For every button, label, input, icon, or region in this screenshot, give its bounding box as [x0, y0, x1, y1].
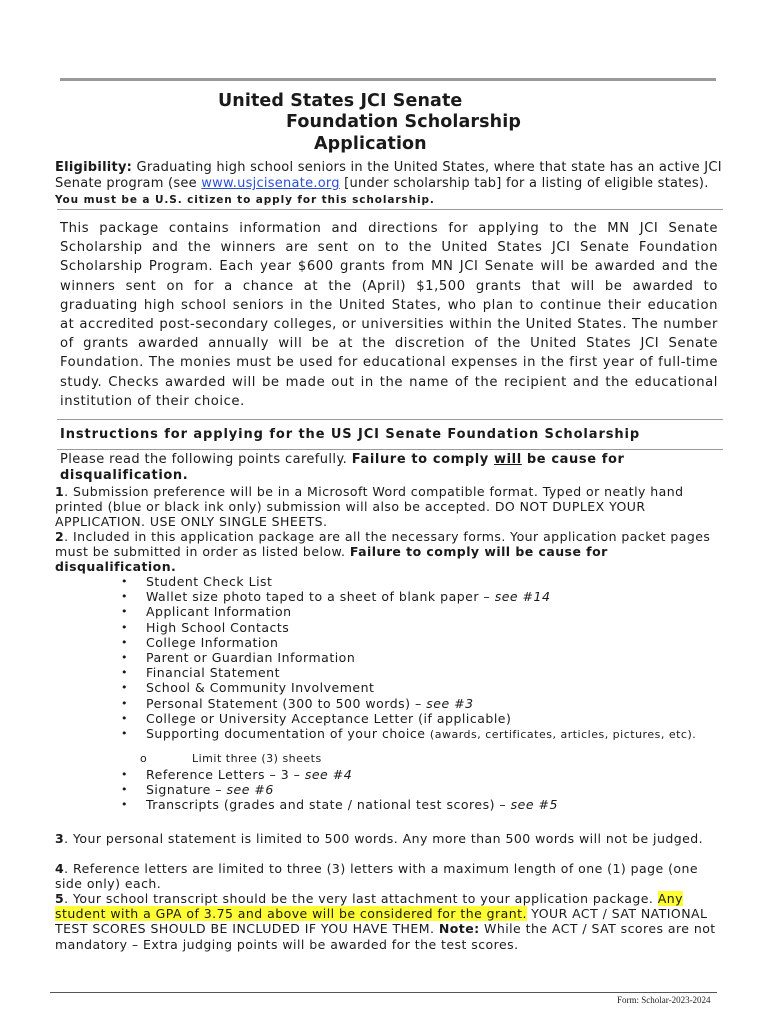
list-item: • Supporting documentation of your choice (awards, certificates, articles, pictures, etc).	[121, 726, 697, 742]
point-1	[55, 484, 725, 530]
point-2-text: . Included in this application package are all the necessary forms. Your application packet pages must be submitted in order as listed below.	[55, 529, 711, 560]
list-item: • School & Community Involvement	[121, 680, 375, 696]
eligibility-paragraph	[55, 160, 730, 208]
list-item: • Parent or Guardian Information	[121, 650, 356, 666]
package-description: This package contains information and directions for applying to the MN JCI Senate Scholarship and the winners are sent on to the United States JCI Senate Foundation Scholarship Program. Each year $600 grants from MN JCI Senate will be awarded and the winners sent on for a chance at the (April) $1,500 grants that will be awarded to graduating high school seniors in the United States, who plan to continue their education at accredited post-secondary colleges, or universities within the United States. The number of grants awarded annually will be at the discretion of the United States JCI Senate Foundation. The monies must be used for educational expenses in the first year of full-time study. Checks awarded will be made out in the name of the recipient and the educational institution of their choice.	[60, 221, 718, 409]
list-item: • College Information	[121, 634, 279, 650]
please-read-text: Please read the following points carefully.	[60, 452, 352, 467]
failure-warning: Failure to comply will be cause for disqualification.	[60, 452, 625, 483]
point-2	[55, 529, 725, 575]
point-4	[55, 861, 725, 891]
list-item: • Wallet size photo taped to a sheet of blank paper – see #14	[121, 589, 551, 605]
point-5	[55, 891, 725, 952]
checklist-continued	[121, 767, 721, 813]
point-5-text-3: While the ACT / SAT scores are not mandatory – Extra judging points will be awarded for the test scores.	[55, 921, 716, 952]
footer-rule	[50, 992, 717, 993]
gpa-highlight: Any student with a GPA of 3.75 and above will be considered for the grant.	[55, 891, 683, 922]
eligibility-text-1: Graduating high school seniors in the United States, where that state has an active JCI Senate program (see	[55, 160, 722, 191]
jci-senate-link[interactable]: www.usjcisenate.org	[201, 176, 340, 191]
list-item: • Student Check List	[121, 574, 273, 589]
point-4-number: 4	[55, 861, 65, 876]
point-1-number: 1	[55, 484, 65, 499]
point-5-number: 5	[55, 891, 65, 906]
eligibility-label: Eligibility:	[55, 160, 133, 175]
checklist	[121, 574, 721, 742]
point-3-number: 3	[55, 831, 65, 846]
instructions-heading: Instructions for applying for the US JCI Senate Foundation Scholarship	[60, 427, 641, 442]
list-item: • High School Contacts	[121, 619, 290, 635]
note-label: Note:	[438, 921, 480, 937]
divider-2	[57, 419, 723, 420]
list-item: • College or University Acceptance Letter (if applicable)	[121, 710, 512, 726]
point-5-text: . Your school transcript should be the very last attachment to your application package.	[64, 891, 658, 906]
list-item: • Transcripts (grades and state / national test scores) – see #5	[121, 797, 558, 813]
sub-list-item	[140, 752, 322, 765]
point-2-warning: Failure to comply will be cause for disqualification.	[55, 544, 608, 575]
list-item: • Financial Statement	[121, 665, 280, 681]
page-title-line-1: United States JCI Senate	[218, 91, 463, 111]
point-2-number: 2	[55, 529, 65, 544]
list-item: • Signature – see #6	[121, 782, 274, 798]
page-title-line-3: Application	[314, 134, 427, 154]
point-5-text-2: YOUR ACT / SAT NATIONAL TEST SCORES SHOULD BE INCLUDED IF YOU HAVE THEM.	[55, 906, 708, 937]
divider-3	[57, 449, 723, 450]
citizen-requirement: You must be a U.S. citizen to apply for this scholarship.	[55, 194, 435, 206]
sub-bullet: o	[140, 752, 148, 765]
list-item: • Personal Statement (300 to 500 words) – see #3	[121, 695, 474, 711]
point-3-text: . Your personal statement is limited to 500 words. Any more than 500 words will not be judged.	[64, 831, 704, 846]
sub-item-text: Limit three (3) sheets	[192, 752, 322, 765]
please-read-notice	[60, 452, 720, 483]
list-item: • Reference Letters – 3 – see #4	[121, 767, 353, 782]
point-4-text: . Reference letters are limited to three (3) letters with a maximum length of one (1) page (one side only) each.	[55, 861, 699, 892]
page-title-line-2: Foundation Scholarship	[286, 112, 521, 132]
point-3	[55, 831, 725, 846]
form-id-footer: Form: Scholar-2023-2024	[617, 995, 711, 1005]
top-rule	[60, 78, 716, 81]
divider-1	[57, 209, 723, 210]
eligibility-text-2: [under scholarship tab] for a listing of eligible states).	[339, 176, 709, 191]
point-1-text: . Submission preference will be in a Microsoft Word compatible format. Typed or neatly hand printed (blue or black ink only) submission will also be accepted. DO NOT DUPLEX YOUR APPLICATION. USE ONLY SINGLE SHEETS.	[55, 484, 684, 530]
list-item: • Applicant Information	[121, 604, 292, 620]
